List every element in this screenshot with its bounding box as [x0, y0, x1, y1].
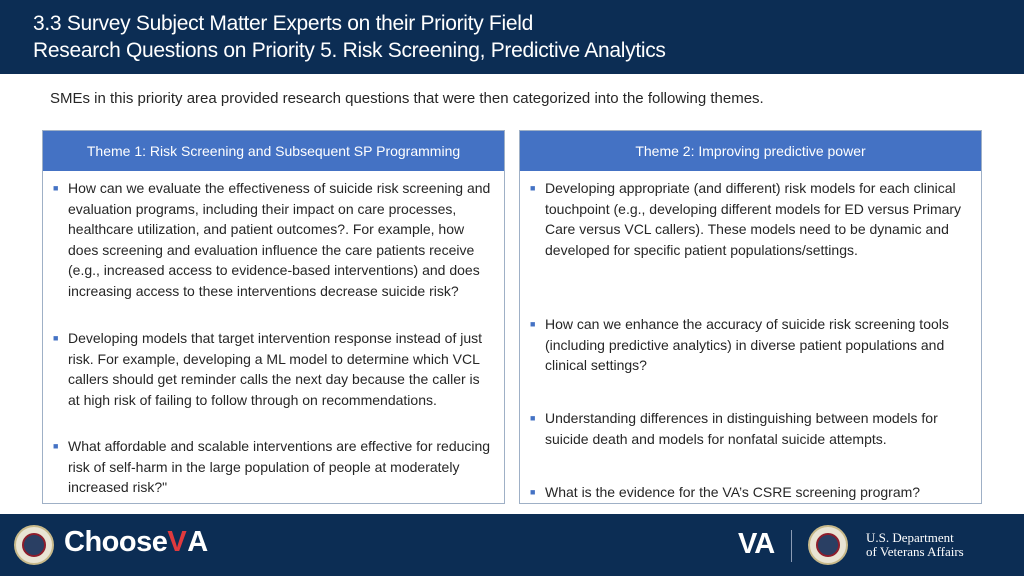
choose-va-v: V — [167, 526, 187, 558]
bullet-icon: ■ — [530, 413, 536, 423]
choose-va-logo — [64, 526, 208, 559]
slide-header — [0, 0, 1024, 74]
theme-1-item — [53, 178, 494, 301]
theme-1-item-text: Developing models that target intervention response instead of just risk. For example, developing a ML model to determine which VCL callers should get reminder calls the next day because the caller is at high risk of failing to follow through on recommendations. — [68, 330, 483, 408]
choose-va-prefix: Choose — [64, 526, 168, 558]
slide-title-line-2: Research Questions on Priority 5. Risk Screening, Predictive Analytics — [33, 39, 666, 62]
slide-footer — [0, 514, 1024, 576]
theme-1-item-text: What affordable and scalable interventions are effective for reducing risk of self-harm in the large population of people at moderately increased risk?" — [68, 438, 491, 495]
theme-1-panel — [42, 130, 505, 504]
department-line-2: of Veterans Affairs — [866, 544, 964, 559]
theme-1-title: Theme 1: Risk Screening and Subsequent SP Programming — [43, 131, 504, 171]
logo-divider — [791, 530, 792, 562]
theme-2-item — [530, 408, 971, 449]
bullet-icon: ■ — [530, 487, 536, 497]
theme-1-item — [53, 328, 494, 410]
va-seal-icon — [14, 525, 54, 565]
theme-2-list — [520, 171, 981, 503]
bullet-icon: ■ — [530, 319, 536, 329]
theme-2-item — [530, 178, 971, 260]
slide-title-line-1: 3.3 Survey Subject Matter Experts on their Priority Field — [33, 12, 533, 35]
choose-va-a: A — [187, 526, 208, 558]
theme-1-item — [53, 436, 494, 498]
theme-2-item-text: How can we enhance the accuracy of suicide risk screening tools (including predictive analytics) in diverse patient populations and clinical settings? — [545, 316, 949, 373]
theme-1-item-text: How can we evaluate the effectiveness of suicide risk screening and evaluation programs, including their impact on care processes, healthcare utilization, and patient outcomes?. For example, how does screening and evaluation influence the care patients receive (e.g., increased access to evidence-based interventions) and does increasing access to these interventions decrease suicide risk? — [68, 180, 491, 299]
theme-2-panel — [519, 130, 982, 504]
theme-2-item-text: Developing appropriate (and different) risk models for each clinical touchpoint (e.g., developing different models for ED versus Primary Care versus VCL callers). These models need to be dynamic and developed for specific patient populations/settings. — [545, 180, 962, 258]
department-name — [866, 531, 964, 559]
intro-text: SMEs in this priority area provided research questions that were then categorized into the following themes. — [50, 90, 764, 107]
bullet-icon: ■ — [530, 183, 536, 193]
bullet-icon: ■ — [53, 441, 59, 451]
theme-2-title: Theme 2: Improving predictive power — [520, 131, 981, 171]
theme-2-item — [530, 314, 971, 376]
theme-2-item-text: What is the evidence for the VA’s CSRE screening program? — [545, 484, 921, 500]
theme-2-item — [530, 482, 971, 503]
va-logo: VA — [738, 528, 775, 560]
theme-1-list — [43, 171, 504, 503]
va-seal-icon — [808, 525, 848, 565]
theme-2-item-text: Understanding differences in distinguishing between models for suicide death and models for nonfatal suicide attempts. — [545, 410, 938, 447]
bullet-icon: ■ — [53, 183, 59, 193]
department-line-1: U.S. Department — [866, 530, 954, 545]
bullet-icon: ■ — [53, 333, 59, 343]
